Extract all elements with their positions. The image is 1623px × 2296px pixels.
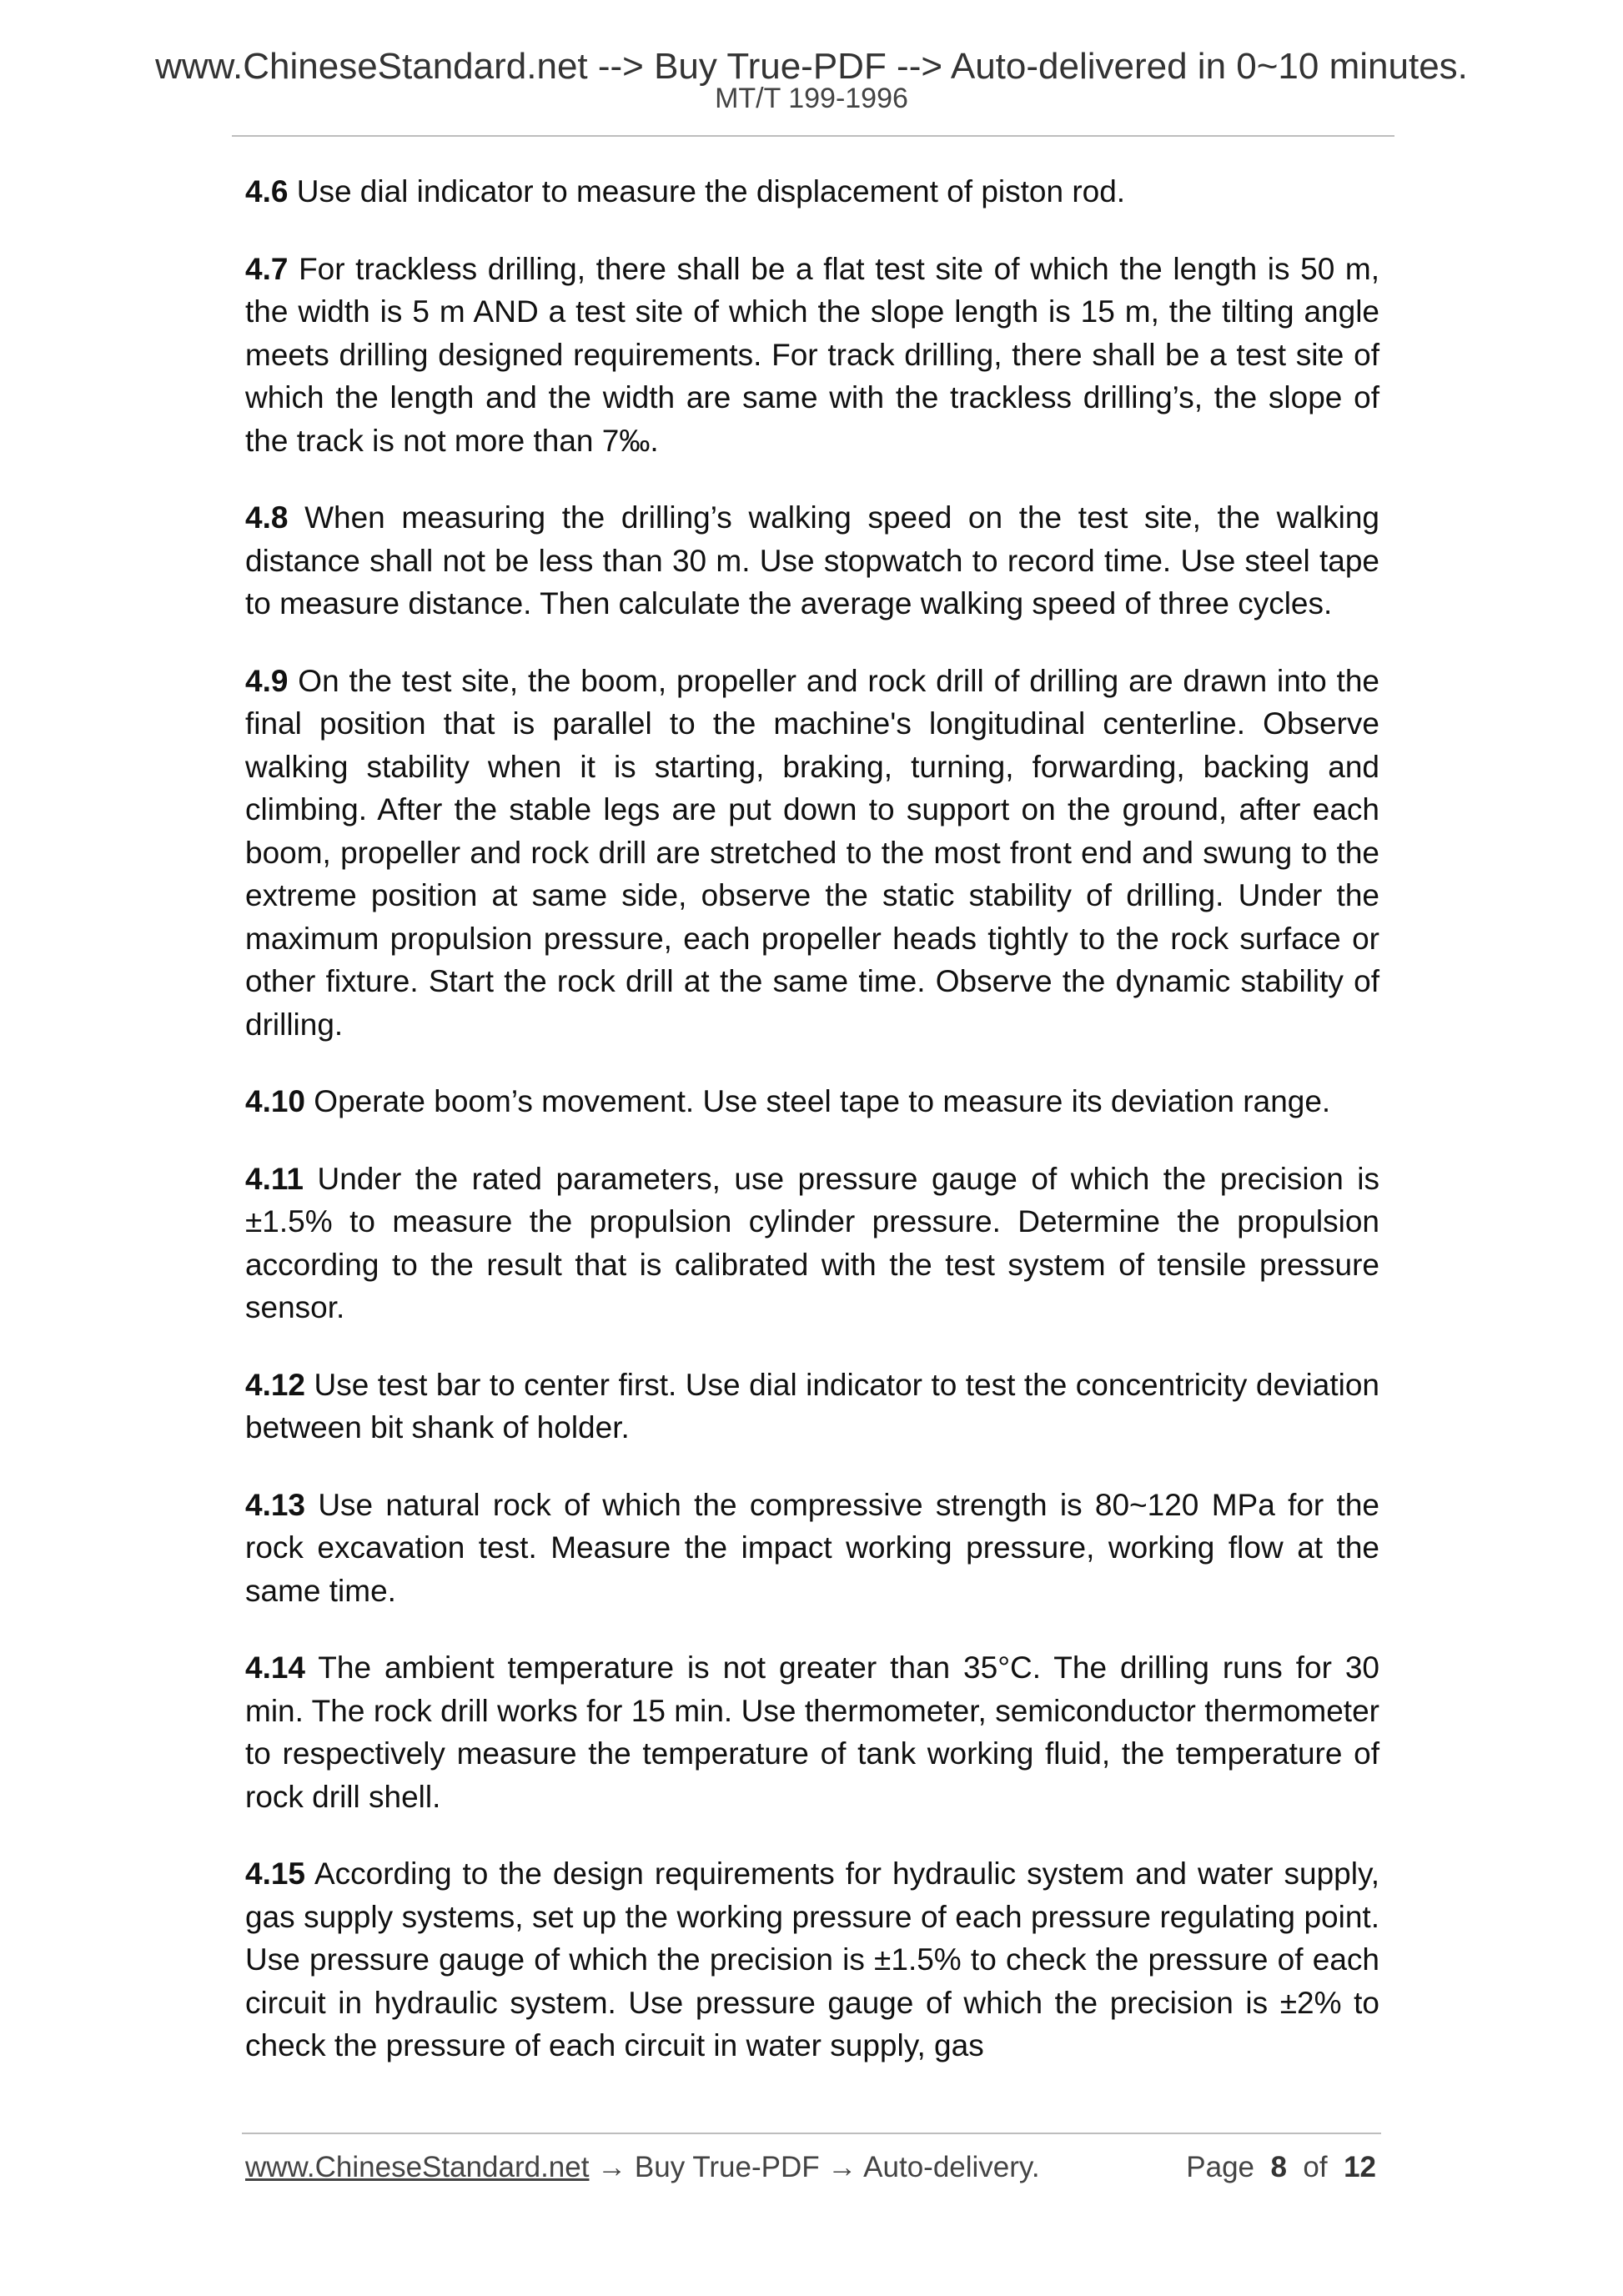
clause-4-15 xyxy=(245,1852,1379,2067)
clause-text: Under the rated parameters, use pressure gauge of which the precision is ±1.5% to measure the propulsion cylinder pressure. Determine the propulsion according to the result that is calibrated with the test system of tensile pressure sensor. xyxy=(245,1161,1380,1324)
top-banner: www.ChineseStandard.net --> Buy True-PDF --> Auto-delivered in 0~10 minutes. xyxy=(155,46,1468,87)
clause-text: When measuring the drilling’s walking speed on the test site, the walking distance shall not be less than 30 m. Use stopwatch to record time. Use steel tape to measure distance. Then calculate the average walking speed of three cycles. xyxy=(245,500,1379,620)
clause-4-14 xyxy=(245,1646,1379,1818)
page-footer xyxy=(245,2148,1379,2187)
clause-number: 4.9 xyxy=(245,663,289,698)
clause-4-12 xyxy=(245,1364,1379,1449)
clause-4-11 xyxy=(245,1158,1379,1329)
page-indicator xyxy=(1186,2148,1376,2187)
clause-text: The ambient temperature is not greater than 35°C. The drilling runs for 30 min. The rock drill works for 15 min. Use thermometer, semiconductor thermometer to respectively measure the temperature of tank working fluid, the temperature of rock drill shell. xyxy=(245,1650,1379,1814)
clause-4-7 xyxy=(245,248,1379,463)
page-label: Page xyxy=(1186,2151,1255,2183)
clause-4-13 xyxy=(245,1484,1379,1613)
footer-divider xyxy=(242,2133,1381,2134)
total-page-number: 12 xyxy=(1344,2151,1376,2183)
clause-4-10 xyxy=(245,1080,1379,1123)
clause-number: 4.10 xyxy=(245,1084,306,1118)
current-page-number: 8 xyxy=(1270,2151,1287,2183)
footer-site-link[interactable]: www.ChineseStandard.net xyxy=(245,2151,590,2183)
clause-number: 4.15 xyxy=(245,1856,306,1891)
clause-text: Operate boom’s movement. Use steel tape to measure its deviation range. xyxy=(314,1084,1331,1118)
clause-number: 4.13 xyxy=(245,1487,306,1522)
page-of-label: of xyxy=(1303,2151,1328,2183)
clause-text: Use test bar to center first. Use dial indicator to test the concentricity deviation between bit shank of holder. xyxy=(245,1367,1380,1444)
header-divider xyxy=(232,135,1394,137)
clause-text: Use natural rock of which the compressive strength is 80~120 MPa for the rock excavation test. Measure the impact working pressure, working flow at the same time. xyxy=(245,1487,1379,1608)
document-code: MT/T 199-1996 xyxy=(715,83,908,114)
clause-4-6 xyxy=(245,170,1379,214)
clause-number: 4.7 xyxy=(245,251,289,286)
clause-text: On the test site, the boom, propeller and rock drill of drilling are drawn into the final position that is parallel to the machine's longitudinal centerline. Observe walking stability when it is starting, braking, turning, forwarding, backing and climbing. After the stable legs are put down to support on the ground, after each boom, propeller and rock drill are stretched to the most front end and swung to the extreme position at same side, observe the static stability of drilling. Under the maximum propulsion pressure, each propeller heads tightly to the rock surface or other fixture. Start the rock drill at the same time. Observe the dynamic stability of drilling. xyxy=(245,663,1379,1042)
clause-4-9 xyxy=(245,660,1379,1047)
clause-4-8 xyxy=(245,496,1379,625)
clause-text: According to the design requirements for hydraulic system and water supply, gas supply systems, set up the working pressure of each pressure regulating point. Use pressure gauge of which the precision is ±1.5% to check the pressure of each circuit in hydraulic system. Use pressure gauge of which the precision is ±2% to check the pressure of each circuit in water supply, gas xyxy=(245,1856,1379,2062)
footer-tagline: → Buy True-PDF → Auto-delivery. xyxy=(589,2151,1040,2183)
clause-text: For trackless drilling, there shall be a flat test site of which the length is 50 m, the width is 5 m AND a test site of which the slope length is 15 m, the tilting angle meets drilling designed requirements. For track drilling, there shall be a test site of which the length and the width are same with the trackless drilling’s, the slope of the track is not more than 7‰. xyxy=(245,251,1380,458)
document-body xyxy=(245,170,1379,2067)
clause-text: Use dial indicator to measure the displacement of piston rod. xyxy=(296,174,1126,208)
clause-number: 4.11 xyxy=(245,1161,304,1196)
clause-number: 4.6 xyxy=(245,174,289,208)
clause-number: 4.14 xyxy=(245,1650,306,1685)
clause-number: 4.12 xyxy=(245,1367,306,1402)
clause-number: 4.8 xyxy=(245,500,289,535)
